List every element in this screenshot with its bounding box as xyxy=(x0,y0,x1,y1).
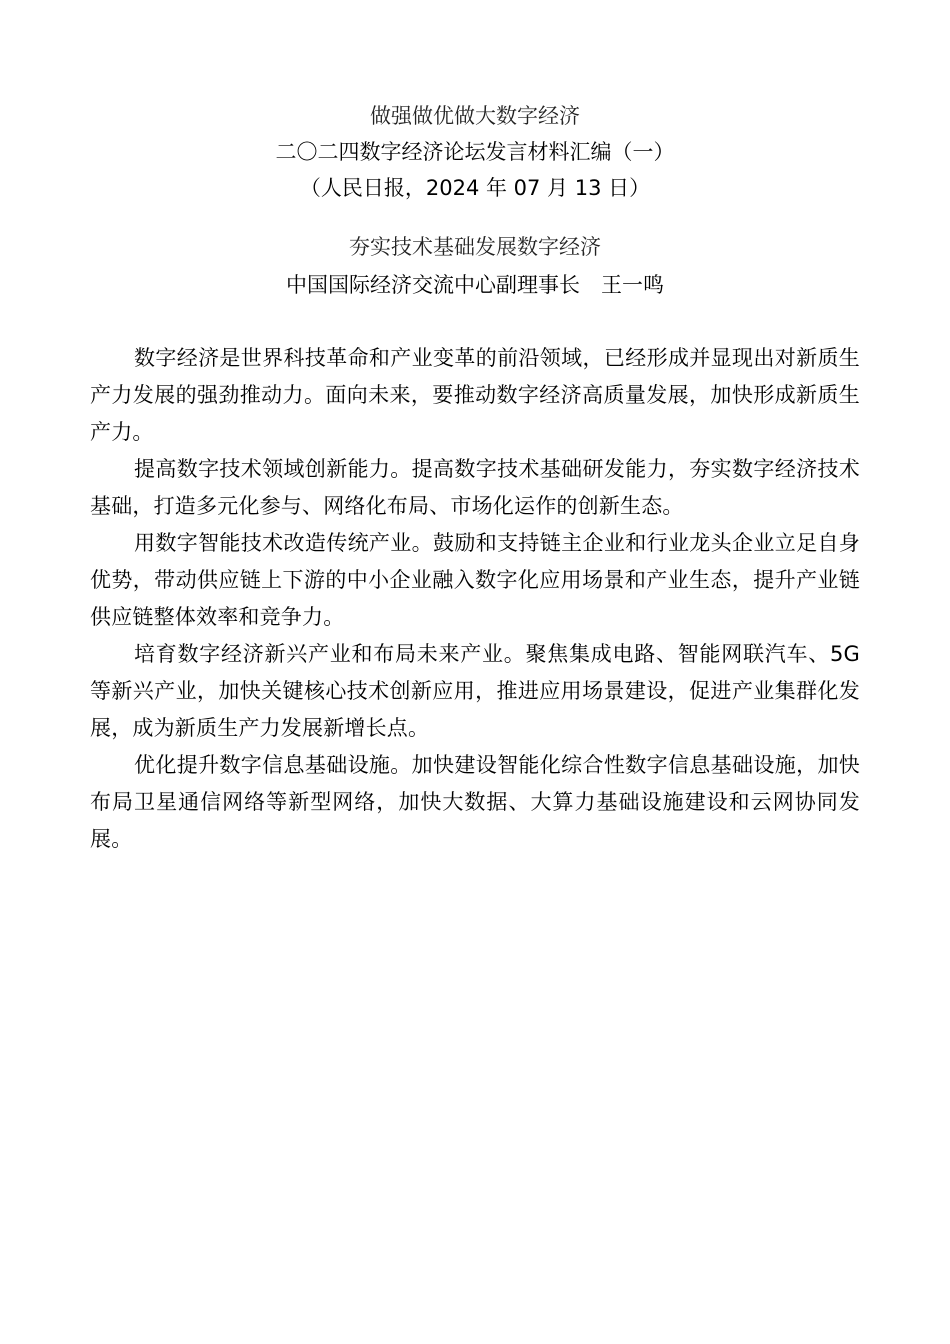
paragraph: 提高数字技术领域创新能力。提高数字技术基础研发能力，夯实数字经济技术基础，打造多元化参与、网络化布局、市场化运作的创新生态。 xyxy=(90,457,860,518)
paragraph: 数字经济是世界科技革命和产业变革的前沿领域，已经形成并显现出对新质生产力发展的强劲推动力。面向未来，要推动数字经济高质量发展，加快形成新质生产力。 xyxy=(90,346,860,444)
article-header xyxy=(0,228,950,304)
paragraph: 优化提升数字信息基础设施。加快建设智能化综合性数字信息基础设施，加快布局卫星通信网络等新型网络，加快大数据、大算力基础设施建设和云网协同发展。 xyxy=(90,753,860,851)
paragraph: 用数字智能技术改造传统产业。鼓励和支持链主企业和行业龙头企业立足自身优势，带动供应链上下游的中小企业融入数字化应用场景和产业生态，提升产业链供应链整体效率和竞争力。 xyxy=(90,531,860,629)
article-body xyxy=(90,340,860,858)
document-title: 做强做优做大数字经济 xyxy=(370,104,580,128)
article-author: 中国国际经济交流中心副理事长 王一鸣 xyxy=(286,273,664,297)
document-subtitle: 二〇二四数字经济论坛发言材料汇编（一） xyxy=(275,140,675,164)
article-title: 夯实技术基础发展数字经济 xyxy=(349,235,601,259)
paragraph: 培育数字经济新兴产业和布局未来产业。聚焦集成电路、智能网联汽车、5G等新兴产业，加快关键核心技术创新应用，推进应用场景建设，促进产业集群化发展，成为新质生产力发展新增长点。 xyxy=(90,642,860,740)
document-header xyxy=(0,98,950,206)
document-source: （人民日报，2024 年 07 月 13 日） xyxy=(299,176,651,200)
